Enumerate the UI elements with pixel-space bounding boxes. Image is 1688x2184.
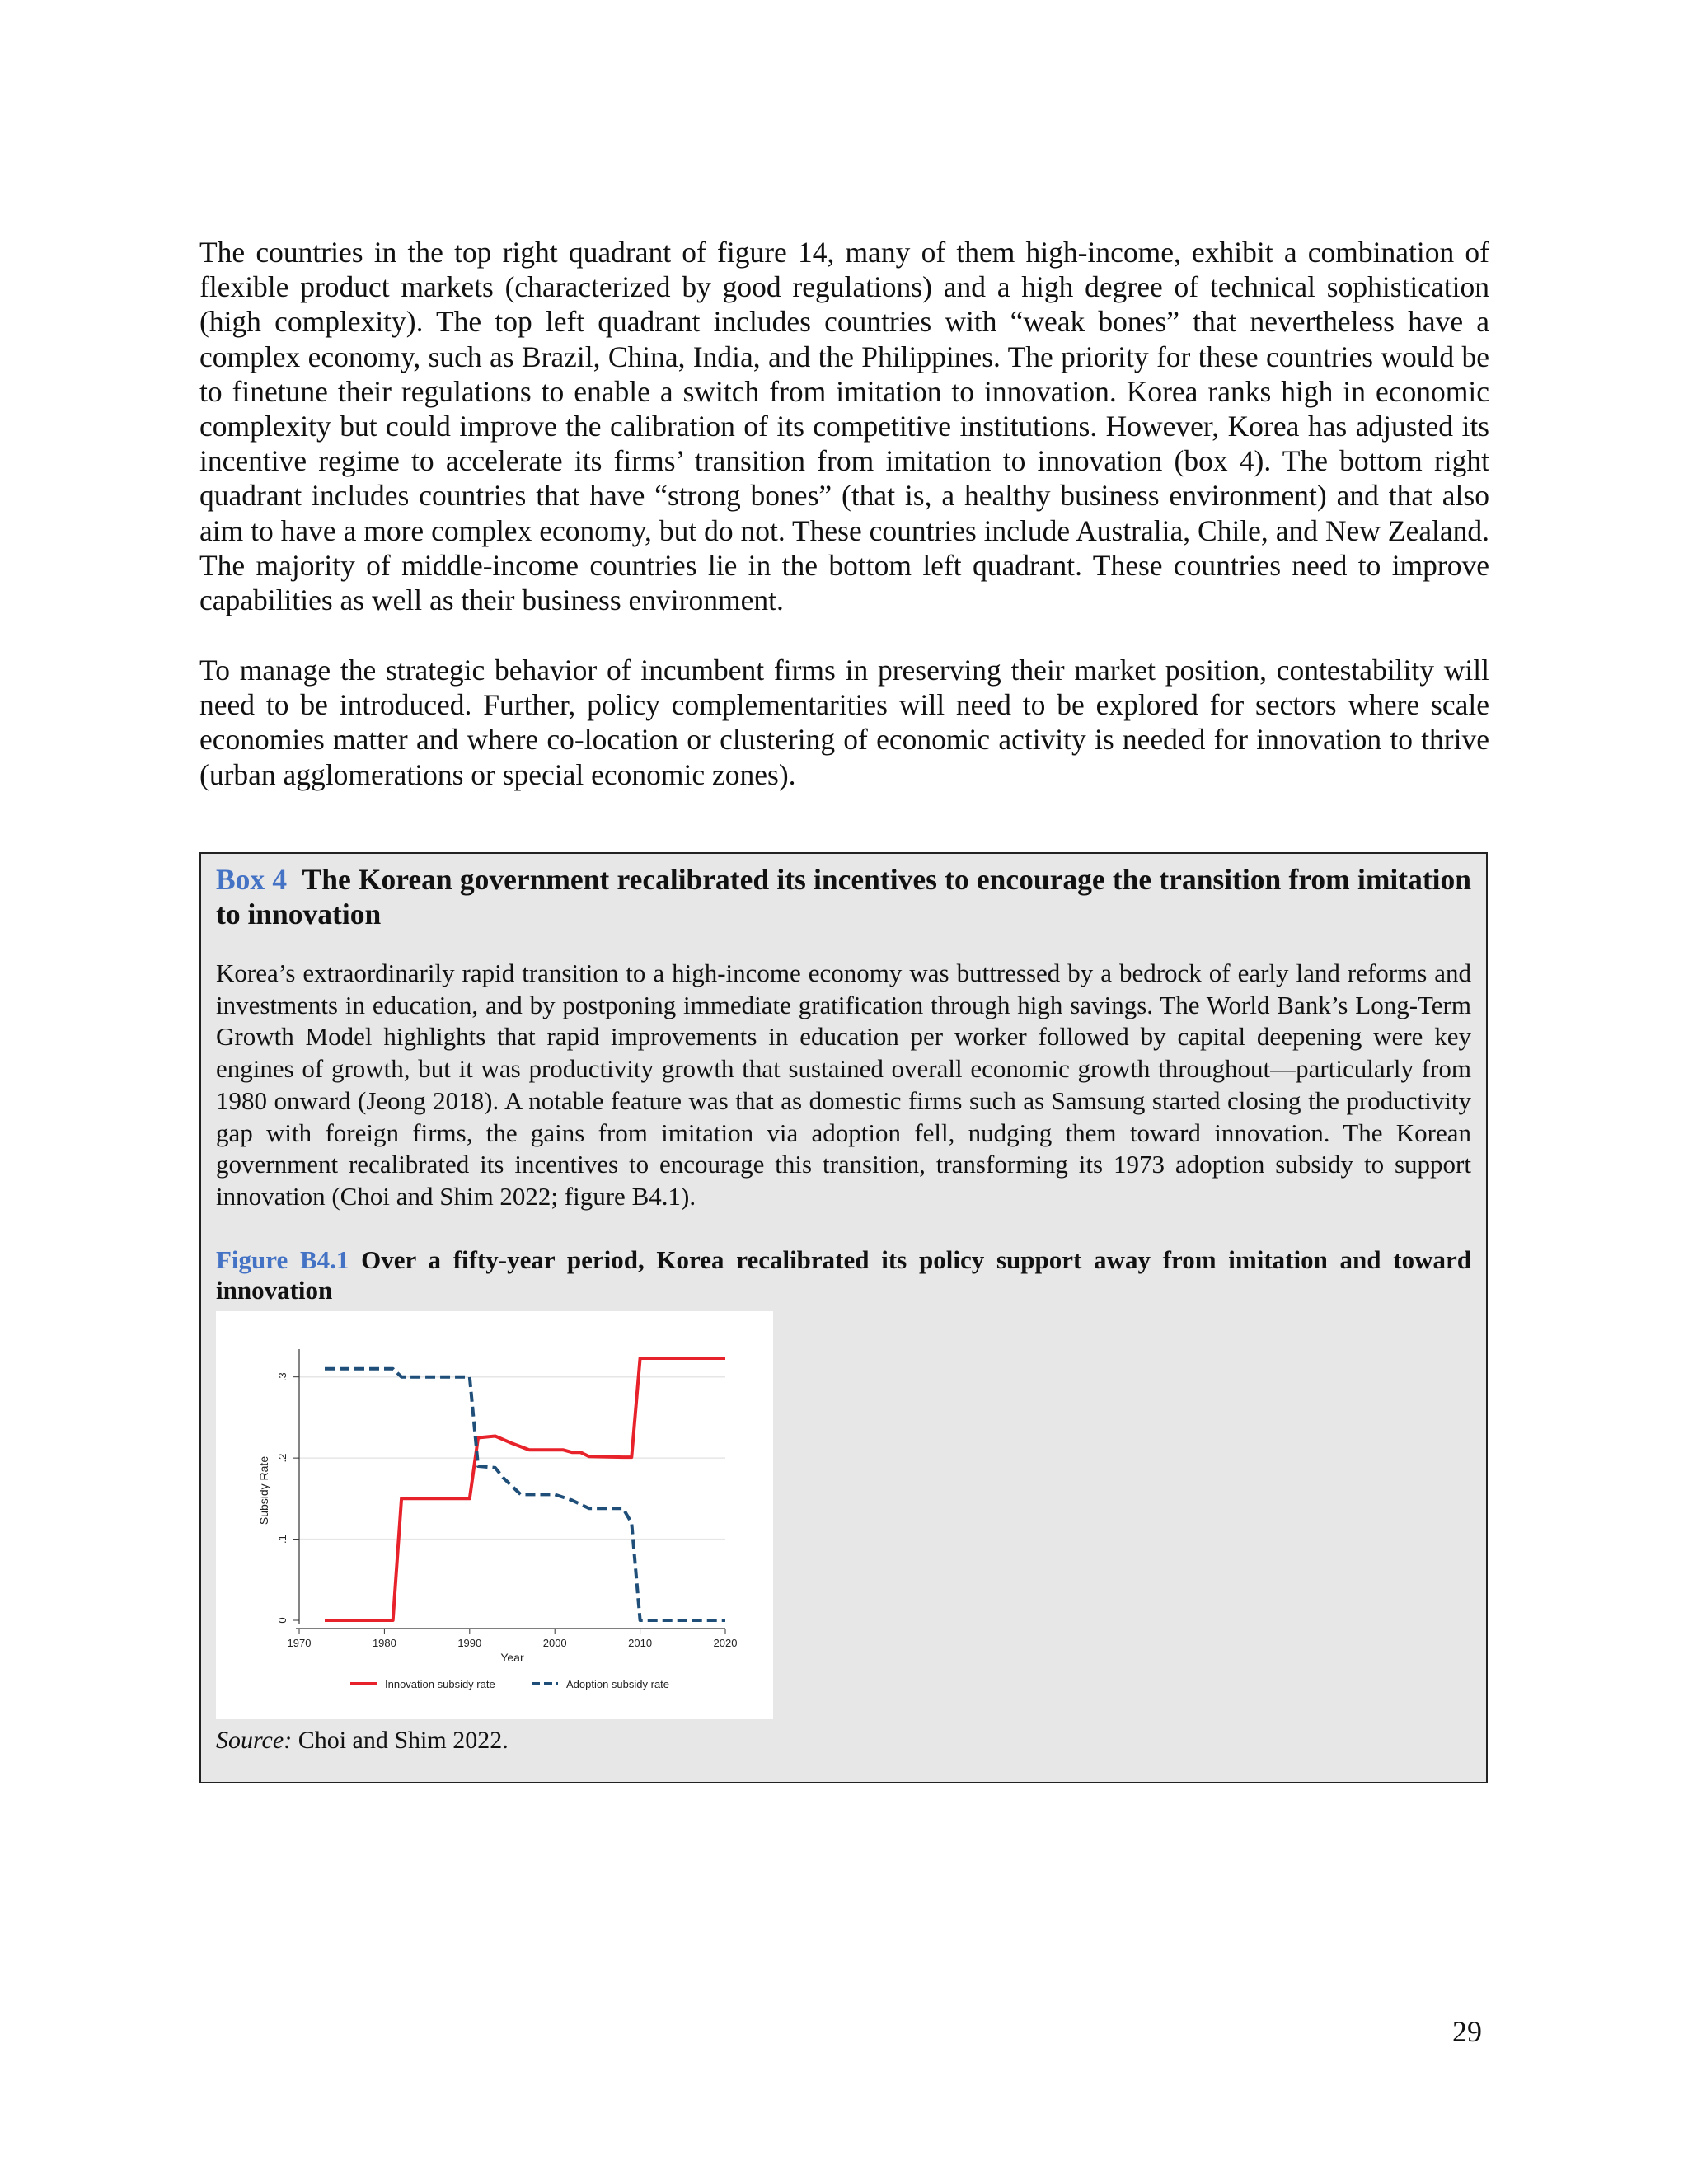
y-axis-title: Subsidy Rate [257,1455,270,1526]
x-tick-label: 2000 [542,1637,567,1649]
body-paragraph-1: The countries in the top right quadrant of figure 14, many of them high-income, exhibit a combination of flexible product markets (characterized by good regulations) and a high degree of technical sophistication (high complexity). The top left quadrant includes countries with “weak bones” that nevertheless have a complex economy, such as Brazil, China, India, and the Philippines. The priority for these countries would be to finetune their regulations to enable a switch from imitation to innovation. Korea ranks high in economic complexity but could improve the calibration of its competitive institutions. However, Korea has adjusted its incentive regime to accelerate its firms’ transition from imitation to innovation (box 4). The bottom right quadrant includes countries that have “strong bones” (that is, a healthy business environment) and that also aim to have a more complex economy, but do not. These countries include Australia, Chile, and New Zealand. The majority of middle-income countries lie in the bottom left quadrant. These countries need to improve capabilities as well as their business environment. [199,236,1489,617]
x-axis-title: Year [500,1651,524,1664]
box-4 [199,852,1488,1783]
figure-source [216,1726,509,1755]
box-label: Box 4 [216,863,288,896]
legend-label: Innovation subsidy rate [385,1678,495,1690]
box-title [216,862,1471,931]
y-tick-label: .1 [276,1535,288,1544]
x-tick-label: 2020 [713,1637,738,1649]
body-paragraph-2: To manage the strategic behavior of incumbent firms in preserving their market position, contestability will need to be introduced. Further, policy complementarities will need to be explored for sectors where scale economies matter and where co-location or clustering of economic activity is needed for innovation to thrive (urban agglomerations or special economic zones). [199,654,1489,791]
y-tick-label: .3 [276,1372,288,1382]
x-tick-label: 1980 [372,1637,396,1649]
series-line-innovation [325,1358,725,1620]
figure-title [216,1244,1471,1305]
y-tick-label: .2 [276,1453,288,1463]
legend-label: Adoption subsidy rate [566,1678,670,1690]
chart-svg [216,1311,773,1719]
y-tick-label: 0 [276,1617,288,1624]
x-tick-label: 1990 [457,1637,482,1649]
figure-label: Figure B4.1 [216,1245,349,1274]
series-line-adoption [325,1369,725,1620]
box-title-text: The Korean government recalibrated its incentives to encourage the transition from imitation to innovation [216,863,1472,930]
x-tick-label: 1970 [287,1637,312,1649]
box-body-text: Korea’s extraordinarily rapid transition to a high-income economy was buttressed by a bedrock of early land reforms and investments in education, and by postponing immediate gratification through high savings. The World Bank’s Long-Term Growth Model highlights that rapid improvements in education per worker followed by capital deepening were key engines of growth, but it was productivity growth that sustained overall economic growth throughout—particularly from 1980 onward (Jeong 2018). A notable feature was that as domestic firms such as Samsung started closing the productivity gap with foreign firms, the gains from imitation via adoption fell, nudging them toward innovation. The Korean government recalibrated its incentives to encourage this transition, transforming its 1973 adoption subsidy to support innovation (Choi and Shim 2022; figure B4.1). [216,958,1471,1211]
figure-title-text: Over a fifty-year period, Korea recalibrated its policy support away from imitation and toward innovation [216,1245,1471,1305]
source-label: Source: [216,1727,293,1754]
page-number: 29 [1452,2015,1482,2048]
x-tick-label: 2010 [628,1637,653,1649]
source-text: Choi and Shim 2022. [298,1727,509,1754]
subsidy-rate-chart [216,1311,773,1719]
